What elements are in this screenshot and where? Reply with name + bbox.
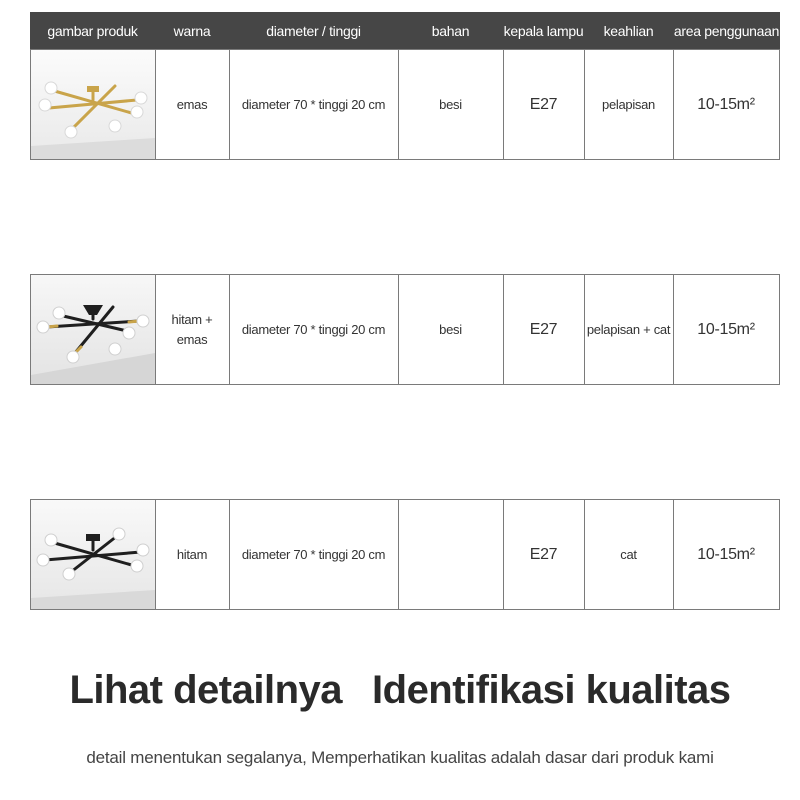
finish-cell: pelapisan + cat — [584, 274, 674, 385]
color-cell: emas — [155, 49, 230, 160]
finish-cell: cat — [584, 499, 674, 610]
color-cell: hitam + emas — [155, 274, 230, 385]
title-part-quality: Identifikasi kualitas — [372, 668, 731, 712]
size-cell: diameter 70 * tinggi 20 cm — [229, 499, 399, 610]
area-value: 10-15m² — [697, 545, 755, 563]
header-area-penggunaan: area penggunaan — [673, 23, 780, 39]
finish-cell: pelapisan — [584, 49, 674, 160]
table-row — [30, 499, 780, 612]
title-part-detail: Lihat detailnya — [69, 668, 343, 712]
bulb-value: E27 — [529, 320, 558, 338]
product-image-cell — [30, 49, 156, 160]
header-diameter-tinggi: diameter / tinggi — [266, 23, 361, 39]
table-row — [30, 49, 780, 162]
area-cell — [673, 499, 780, 610]
size-cell: diameter 70 * tinggi 20 cm — [229, 49, 399, 160]
table-header — [30, 12, 780, 50]
gold-chandelier-icon — [31, 50, 155, 159]
bulb-value: E27 — [529, 546, 558, 563]
bulb-value: E27 — [529, 95, 558, 113]
header-bahan: bahan — [431, 23, 470, 39]
header-keahlian: keahlian — [603, 23, 654, 39]
material-cell — [398, 499, 504, 610]
area-cell — [673, 49, 780, 160]
material-cell: besi — [398, 274, 504, 385]
section-title — [0, 668, 800, 713]
area-value: 10-15m² — [697, 95, 755, 113]
product-image-cell — [30, 499, 156, 610]
material-cell: besi — [398, 49, 504, 160]
header-gambar-produk: gambar produk — [47, 23, 138, 39]
product-image-cell — [30, 274, 156, 385]
bulb-cell — [503, 274, 585, 385]
header-kepala-lampu: kepala lampu — [503, 23, 584, 39]
area-cell — [673, 274, 780, 385]
size-cell: diameter 70 * tinggi 20 cm — [229, 274, 399, 385]
area-value: 10-15m² — [697, 320, 755, 338]
black-gold-chandelier-icon — [31, 275, 155, 384]
table-row — [30, 274, 780, 387]
black-chandelier-icon — [31, 500, 155, 609]
section-subtitle: detail menentukan segalanya, Memperhatikan kualitas adalah dasar dari produk kami — [86, 748, 714, 767]
bulb-cell — [503, 499, 585, 610]
bulb-cell — [503, 49, 585, 160]
color-cell: hitam — [155, 499, 230, 610]
header-warna: warna — [173, 23, 211, 39]
